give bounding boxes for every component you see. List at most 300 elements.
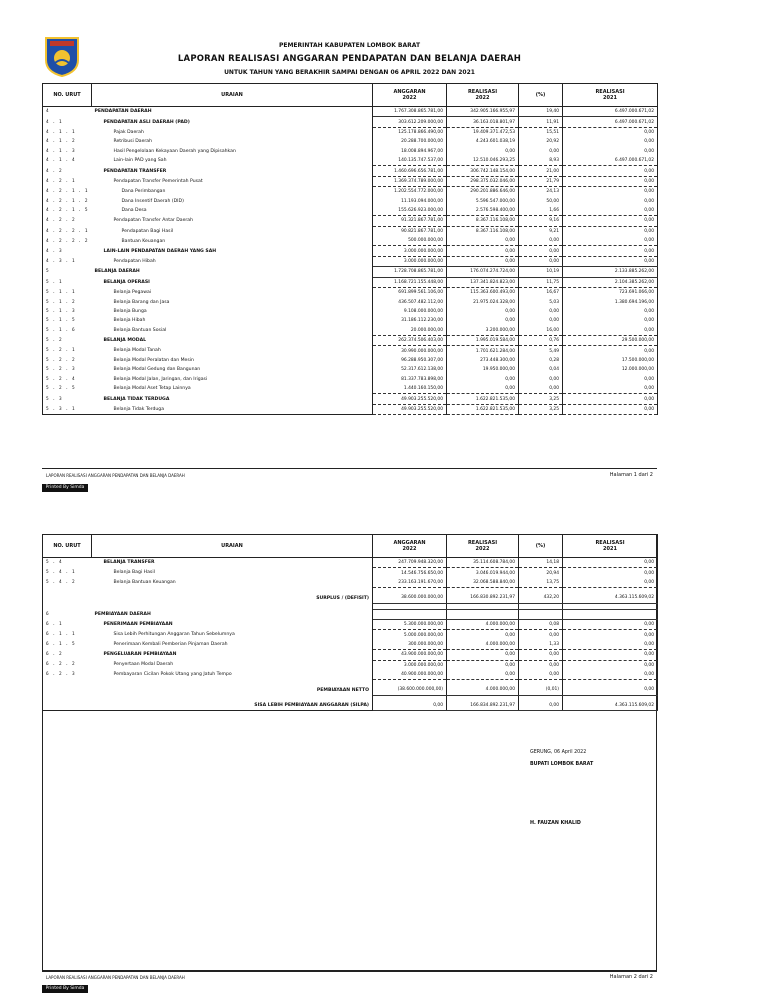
row-percentage: 0,00 xyxy=(519,246,563,256)
row-realisasi-2021: 17.500.000,00 xyxy=(563,356,658,365)
row-code: 4 . 2 . 1 . 2 xyxy=(43,197,92,206)
row-description: PENDAPATAN TRANSFER xyxy=(92,166,373,176)
row-percentage: 1,33 xyxy=(519,640,563,650)
row-realisasi: 298.375.032.046,00 xyxy=(447,176,519,186)
row-realisasi: 0,00 xyxy=(447,256,519,266)
row-code: 6 . 1 xyxy=(43,619,92,629)
row-realisasi: 273.448.300,00 xyxy=(447,356,519,365)
row-description: LAIN-LAIN PENDAPATAN DAERAH YANG SAH xyxy=(92,246,373,256)
row-description: Pendapatan Hibah xyxy=(92,256,373,266)
row-anggaran: 1.440.160.150,00 xyxy=(373,384,447,394)
row-percentage: 11,91 xyxy=(519,117,563,127)
row-description: Retribusi Daerah xyxy=(92,137,373,146)
row-realisasi-2021: 0,00 xyxy=(563,404,658,414)
row-realisasi: 290.201.886.646,00 xyxy=(447,187,519,197)
row-anggaran: 31.186.112.230,00 xyxy=(373,316,447,325)
table-row xyxy=(43,619,658,629)
footer-report-name: LAPORAN REALISASI ANGGARAN PENDAPATAN DAN BELANJA DAERAH xyxy=(46,473,185,478)
row-realisasi-2021: 4.363.115.609,02 xyxy=(563,701,658,711)
table-row xyxy=(43,394,658,404)
lombok-barat-emblem-icon xyxy=(42,34,82,78)
table-row xyxy=(43,226,658,236)
table-row xyxy=(43,307,658,316)
row-realisasi-2021: 0,00 xyxy=(563,619,658,629)
row-percentage: 0,28 xyxy=(519,356,563,365)
row-realisasi-2021: 0,00 xyxy=(563,394,658,404)
row-anggaran: (38.600.000.000,00) xyxy=(373,685,447,695)
row-code: 5 . 3 xyxy=(43,394,92,404)
table-row xyxy=(43,335,658,345)
col-no-urut: NO. URUT xyxy=(43,535,92,558)
row-realisasi: 0,00 xyxy=(447,307,519,316)
col-realisasi: REALISASI 2022 xyxy=(447,535,519,558)
row-realisasi-2021: 0,00 xyxy=(563,256,658,266)
row-realisasi-2021: 0,00 xyxy=(563,568,658,578)
row-anggaran: 3.000.000.000,00 xyxy=(373,246,447,256)
table-row xyxy=(43,578,658,588)
row-description: Pajak Daerah xyxy=(92,127,373,137)
row-description: Penyertaan Modal Daerah xyxy=(92,660,373,670)
row-anggaran: 38.600.000.000,00 xyxy=(373,593,447,603)
printed-by-stamp: Printed By Simda xyxy=(42,484,88,492)
row-description: Belanja Barang dan Jasa xyxy=(92,297,373,306)
row-anggaran: 52.317.612.138,00 xyxy=(373,365,447,374)
row-code: 5 . 1 . 6 xyxy=(43,326,92,336)
table-row xyxy=(43,206,658,216)
row-anggaran: 436.507.482.112,00 xyxy=(373,297,447,306)
row-code: 4 . 2 xyxy=(43,166,92,176)
signature-title: BUPATI LOMBOK BARAT xyxy=(530,762,594,767)
row-realisasi: 1.995.019.584,00 xyxy=(447,335,519,345)
row-anggaran: 1.767.308.865.781,00 xyxy=(373,107,447,117)
row-anggaran: 125.178.866.490,00 xyxy=(373,127,447,137)
footer-page-number: Halaman 2 dari 2 xyxy=(609,974,653,980)
row-code: 4 . 3 . 1 xyxy=(43,256,92,266)
table-row xyxy=(43,630,658,640)
table-row xyxy=(43,593,658,603)
row-code: 6 . 2 . 3 xyxy=(43,670,92,680)
row-description: SISA LEBIH PEMBIAYAAN ANGGARAN (SILPA) xyxy=(92,701,373,711)
col-anggaran: ANGGARAN 2022 xyxy=(373,84,447,107)
row-description: BELANJA MODAL xyxy=(92,335,373,345)
row-realisasi: 3.046.019.944,00 xyxy=(447,568,519,578)
row-anggaran: 247.709.948.320,00 xyxy=(373,558,447,568)
row-realisasi: 19.409.371.472,53 xyxy=(447,127,519,137)
row-description: Belanja Modal Peralatan dan Mesin xyxy=(92,356,373,365)
row-realisasi: 35.114.608.784,00 xyxy=(447,558,519,568)
row-percentage: 16,67 xyxy=(519,288,563,298)
row-description: Hasil Pengelolaan Kekayaan Daerah yang Dipisahkan xyxy=(92,147,373,156)
col-no-urut: NO. URUT xyxy=(43,84,92,107)
row-realisasi: 137.341.824.823,00 xyxy=(447,277,519,287)
row-realisasi-2021: 0,00 xyxy=(563,558,658,568)
row-code: 5 . 4 . 1 xyxy=(43,568,92,578)
signature-place-date: GERUNG, 06 April 2022 xyxy=(530,750,587,755)
row-percentage: 0,04 xyxy=(519,365,563,374)
row-code: 4 xyxy=(43,107,92,117)
row-anggaran: 81.337.783.898,00 xyxy=(373,375,447,384)
row-realisasi-2021: 0,00 xyxy=(563,197,658,206)
col-uraian: URAIAN xyxy=(92,84,373,107)
row-realisasi: 21.975.024.328,00 xyxy=(447,297,519,306)
table-row xyxy=(43,288,658,298)
row-percentage: 9,16 xyxy=(519,216,563,226)
row-anggaran: 155.626.923.000,00 xyxy=(373,206,447,216)
table-row xyxy=(43,197,658,206)
row-code: 5 xyxy=(43,267,92,277)
row-code xyxy=(43,685,92,695)
table-row xyxy=(43,277,658,287)
row-realisasi-2021: 1.380.694.196,00 xyxy=(563,297,658,306)
row-description: BELANJA OPERASI xyxy=(92,277,373,287)
row-percentage: 5,49 xyxy=(519,346,563,356)
table-row xyxy=(43,685,658,695)
row-realisasi: 32.068.588.840,00 xyxy=(447,578,519,588)
table-row xyxy=(43,137,658,146)
row-realisasi: 0,00 xyxy=(447,670,519,680)
row-percentage: 0,00 xyxy=(519,147,563,156)
row-percentage: 20,94 xyxy=(519,568,563,578)
table-header-row xyxy=(43,84,658,107)
row-percentage: 19,40 xyxy=(519,107,563,117)
row-realisasi-2021: 0,00 xyxy=(563,176,658,186)
row-code: 4 . 1 . 1 xyxy=(43,127,92,137)
row-realisasi-2021: 0,00 xyxy=(563,685,658,695)
printed-by-stamp: Printed By Simda xyxy=(42,985,88,993)
row-description: Sisa Lebih Perhitungan Anggaran Tahun Sebelumnya xyxy=(92,630,373,640)
row-realisasi: 4.000.000,00 xyxy=(447,619,519,629)
row-description: PENGELUARAN PEMBIAYAAN xyxy=(92,650,373,660)
row-realisasi: 1.622.821.535,00 xyxy=(447,404,519,414)
table-row xyxy=(43,246,658,256)
table-row xyxy=(43,356,658,365)
row-anggaran: 20.288.700.000,00 xyxy=(373,137,447,146)
row-anggaran: 90.821.867.781,00 xyxy=(373,226,447,236)
table-row xyxy=(43,256,658,266)
row-percentage: 0,00 xyxy=(519,307,563,316)
row-code: 6 . 2 . 2 xyxy=(43,660,92,670)
row-realisasi-2021: 0,00 xyxy=(563,127,658,137)
page-footer xyxy=(42,970,657,985)
row-code: 6 . 1 . 1 xyxy=(43,630,92,640)
row-realisasi-2021: 0,00 xyxy=(563,326,658,336)
row-anggaran: 30.990.000.000,00 xyxy=(373,346,447,356)
table-row xyxy=(43,156,658,166)
row-code: 4 . 3 xyxy=(43,246,92,256)
row-anggaran: 91.321.867.781,00 xyxy=(373,216,447,226)
row-description: Lain-lain PAD yang Sah xyxy=(92,156,373,166)
row-percentage: 10,19 xyxy=(519,267,563,277)
row-realisasi-2021: 0,00 xyxy=(563,307,658,316)
row-percentage: 3,25 xyxy=(519,404,563,414)
row-anggaran xyxy=(373,609,447,619)
row-realisasi: 0,00 xyxy=(447,316,519,325)
row-anggaran: 3.000.000.000,00 xyxy=(373,256,447,266)
report-page-2 xyxy=(42,534,657,1000)
row-anggaran: 1.460.696.656.781,00 xyxy=(373,166,447,176)
row-code: 5 . 2 . 1 xyxy=(43,346,92,356)
col-uraian: URAIAN xyxy=(92,535,373,558)
row-anggaran: 14.546.756.650,00 xyxy=(373,568,447,578)
row-realisasi: 0,00 xyxy=(447,375,519,384)
row-description: BELANJA TIDAK TERDUGA xyxy=(92,394,373,404)
row-realisasi: 0,00 xyxy=(447,384,519,394)
row-percentage: 8,93 xyxy=(519,156,563,166)
row-description: Dana Perimbangan xyxy=(92,187,373,197)
row-code: 5 . 1 . 2 xyxy=(43,297,92,306)
row-realisasi-2021: 0,00 xyxy=(563,660,658,670)
row-realisasi: 0,00 xyxy=(447,630,519,640)
row-percentage: 432,20 xyxy=(519,593,563,603)
row-anggaran: 300.000.000,00 xyxy=(373,640,447,650)
row-percentage: 21,00 xyxy=(519,166,563,176)
row-realisasi: 19.950.000,00 xyxy=(447,365,519,374)
table-row xyxy=(43,375,658,384)
row-code: 4 . 2 . 1 xyxy=(43,176,92,186)
row-code: 5 . 1 . 1 xyxy=(43,288,92,298)
row-realisasi-2021: 0,00 xyxy=(563,375,658,384)
row-realisasi-2021: 6.497.000.671,02 xyxy=(563,156,658,166)
table-row xyxy=(43,670,658,680)
row-code: 4 . 2 . 1 . 5 xyxy=(43,206,92,216)
row-description: PENDAPATAN DAERAH xyxy=(92,107,373,117)
row-percentage: 0,00 xyxy=(519,660,563,670)
table-row xyxy=(43,316,658,325)
table-row xyxy=(43,660,658,670)
row-percentage: 0,00 xyxy=(519,670,563,680)
row-realisasi: 8.367.116.108,00 xyxy=(447,216,519,226)
government-name: PEMERINTAH KABUPATEN LOMBOK BARAT xyxy=(278,42,421,49)
row-realisasi-2021: 2.133.885.262,00 xyxy=(563,267,658,277)
row-percentage: (0,01) xyxy=(519,685,563,695)
row-anggaran: 18.008.894.967,00 xyxy=(373,147,447,156)
row-realisasi-2021: 0,00 xyxy=(563,640,658,650)
row-description: Belanja Hibah xyxy=(92,316,373,325)
row-realisasi-2021: 0,00 xyxy=(563,166,658,176)
col-pct: (%) xyxy=(519,84,563,107)
row-anggaran: 262.374.506.403,00 xyxy=(373,335,447,345)
row-percentage: 0,76 xyxy=(519,335,563,345)
row-description: Belanja Modal Gedung dan Bangunan xyxy=(92,365,373,374)
row-percentage: 0,00 xyxy=(519,701,563,711)
table-row xyxy=(43,640,658,650)
row-percentage: 11,75 xyxy=(519,277,563,287)
row-code: 5 . 1 . 5 xyxy=(43,316,92,325)
row-anggaran: 500.000.000,00 xyxy=(373,236,447,246)
row-code xyxy=(43,701,92,711)
row-percentage: 13,75 xyxy=(519,578,563,588)
row-realisasi: 5.596.547.000,00 xyxy=(447,197,519,206)
row-anggaran: 49.903.255.520,00 xyxy=(373,394,447,404)
page-footer xyxy=(42,468,657,483)
table-row xyxy=(43,365,658,374)
row-code: 5 . 4 xyxy=(43,558,92,568)
row-code: 4 . 1 xyxy=(43,117,92,127)
row-realisasi-2021: 0,00 xyxy=(563,316,658,325)
report-page-1 xyxy=(42,30,657,502)
report-period: UNTUK TAHUN YANG BERAKHIR SAMPAI DENGAN 06 APRIL 2022 DAN 2021 xyxy=(224,69,475,76)
table-row xyxy=(43,701,658,711)
row-percentage xyxy=(519,609,563,619)
row-anggaran: 691.899.561.106,00 xyxy=(373,288,447,298)
row-description: Pembayaran Cicilan Pokok Utang yang Jatuh Tempo xyxy=(92,670,373,680)
row-description: Belanja Tidak Terduga xyxy=(92,404,373,414)
table-row xyxy=(43,650,658,660)
row-anggaran: 0,00 xyxy=(373,701,447,711)
table-row xyxy=(43,404,658,414)
row-realisasi: 3.200.000,00 xyxy=(447,326,519,336)
row-realisasi-2021: 723.691.066,00 xyxy=(563,288,658,298)
row-code: 5 . 2 . 2 xyxy=(43,356,92,365)
table-row xyxy=(43,568,658,578)
row-realisasi-2021: 0,00 xyxy=(563,578,658,588)
row-description: Belanja Modal Jalan, Jaringan, dan Irigasi xyxy=(92,375,373,384)
col-anggaran: ANGGARAN 2022 xyxy=(373,535,447,558)
row-description: Belanja Bantuan Keuangan xyxy=(92,578,373,588)
row-description: Pendapatan Transfer Pemerintah Pusat xyxy=(92,176,373,186)
table-row xyxy=(43,127,658,137)
row-code: 4 . 2 . 2 . 2 xyxy=(43,236,92,246)
row-percentage: 0,00 xyxy=(519,384,563,394)
row-realisasi: 36.163.018.801,97 xyxy=(447,117,519,127)
row-description: Pendapatan Bagi Hasil xyxy=(92,226,373,236)
row-anggaran: 233.163.191.670,00 xyxy=(373,578,447,588)
row-anggaran: 140.135.747.537,00 xyxy=(373,156,447,166)
row-realisasi-2021: 0,00 xyxy=(563,246,658,256)
row-realisasi-2021: 0,00 xyxy=(563,137,658,146)
row-percentage: 9,21 xyxy=(519,226,563,236)
table-row xyxy=(43,609,658,619)
row-code: 4 . 2 . 2 . 1 xyxy=(43,226,92,236)
row-percentage: 0,00 xyxy=(519,375,563,384)
row-description: Dana Desa xyxy=(92,206,373,216)
row-percentage: 3,25 xyxy=(519,394,563,404)
row-percentage: 24,13 xyxy=(519,187,563,197)
col-realisasi-2021: REALISASI 2021 xyxy=(563,535,658,558)
row-percentage: 0,00 xyxy=(519,236,563,246)
table-row xyxy=(43,346,658,356)
table-row xyxy=(43,216,658,226)
row-description: PENERIMAAN PEMBIAYAAN xyxy=(92,619,373,629)
row-anggaran: 1.168.721.155.448,00 xyxy=(373,277,447,287)
row-anggaran: 9.108.000.000,00 xyxy=(373,307,447,316)
footer-report-name: LAPORAN REALISASI ANGGARAN PENDAPATAN DAN BELANJA DAERAH xyxy=(46,975,185,980)
row-realisasi: 1.622.821.535,00 xyxy=(447,394,519,404)
row-description: PENDAPATAN ASLI DAERAH (PAD) xyxy=(92,117,373,127)
row-anggaran: 5.300.000.000,00 xyxy=(373,619,447,629)
row-realisasi: 115.363.600.493,00 xyxy=(447,288,519,298)
row-realisasi: 4.000.000,00 xyxy=(447,685,519,695)
row-anggaran: 11.193.094.000,00 xyxy=(373,197,447,206)
row-realisasi: 0,00 xyxy=(447,246,519,256)
row-code: 6 xyxy=(43,609,92,619)
row-code: 5 . 2 xyxy=(43,335,92,345)
row-description: PEMBIAYAAN DAERAH xyxy=(92,609,373,619)
row-realisasi: 0,00 xyxy=(447,236,519,246)
row-code: 5 . 3 . 1 xyxy=(43,404,92,414)
row-realisasi-2021: 12.000.000,00 xyxy=(563,365,658,374)
row-realisasi-2021: 0,00 xyxy=(563,346,658,356)
row-realisasi xyxy=(447,609,519,619)
row-realisasi: 8.367.116.108,00 xyxy=(447,226,519,236)
col-realisasi-2021: REALISASI 2021 xyxy=(563,84,658,107)
row-anggaran: 3.000.000.000,00 xyxy=(373,660,447,670)
row-anggaran: 20.000.000,00 xyxy=(373,326,447,336)
row-code: 6 . 2 xyxy=(43,650,92,660)
row-anggaran: 40.900.000.000,00 xyxy=(373,670,447,680)
row-realisasi: 342.905.166.955,97 xyxy=(447,107,519,117)
row-realisasi: 12.510.046.293,25 xyxy=(447,156,519,166)
row-realisasi: 4.243.601.038,19 xyxy=(447,137,519,146)
row-realisasi-2021: 0,00 xyxy=(563,670,658,680)
row-anggaran: 5.000.000.000,00 xyxy=(373,630,447,640)
col-pct: (%) xyxy=(519,535,563,558)
row-realisasi: 1.701.621.284,00 xyxy=(447,346,519,356)
row-description: Penerimaan Kembali Pemberian Pinjaman Daerah xyxy=(92,640,373,650)
row-description: BELANJA DAERAH xyxy=(92,267,373,277)
row-realisasi-2021: 2.104.385.262,00 xyxy=(563,277,658,287)
row-percentage: 16,00 xyxy=(519,326,563,336)
row-realisasi-2021: 0,00 xyxy=(563,630,658,640)
row-realisasi-2021: 0,00 xyxy=(563,206,658,216)
row-realisasi-2021: 0,00 xyxy=(563,236,658,246)
row-description: Bantuan Keuangan xyxy=(92,236,373,246)
row-description: Belanja Modal Tanah xyxy=(92,346,373,356)
row-description: Belanja Bunga xyxy=(92,307,373,316)
row-anggaran: 49.903.255.520,00 xyxy=(373,404,447,414)
row-description: Belanja Modal Aset Tetap Lainnya xyxy=(92,384,373,394)
row-code: 5 . 1 xyxy=(43,277,92,287)
row-code: 4 . 2 . 2 xyxy=(43,216,92,226)
table-header-row xyxy=(43,535,658,558)
report-title: LAPORAN REALISASI ANGGARAN PENDAPATAN DAN BELANJA DAERAH xyxy=(177,54,522,64)
row-percentage: 0,00 xyxy=(519,256,563,266)
row-realisasi-2021: 29.500.000,00 xyxy=(563,335,658,345)
row-realisasi: 176.074.274.724,00 xyxy=(447,267,519,277)
footer-page-number: Halaman 1 dari 2 xyxy=(609,472,653,478)
report-header xyxy=(42,42,657,76)
row-percentage: 0,00 xyxy=(519,650,563,660)
row-code: 4 . 2 . 1 . 1 xyxy=(43,187,92,197)
row-code: 4 . 1 . 2 xyxy=(43,137,92,146)
row-realisasi-2021: 0,00 xyxy=(563,187,658,197)
row-code: 5 . 2 . 3 xyxy=(43,365,92,374)
row-realisasi: 166.834.892.231,97 xyxy=(447,701,519,711)
col-realisasi: REALISASI 2022 xyxy=(447,84,519,107)
row-anggaran: 96.288.950.307,00 xyxy=(373,356,447,365)
row-realisasi-2021: 4.363.115.609,02 xyxy=(563,593,658,603)
row-description: Belanja Pegawai xyxy=(92,288,373,298)
row-description: BELANJA TRANSFER xyxy=(92,558,373,568)
table-row xyxy=(43,166,658,176)
table-row xyxy=(43,117,658,127)
row-realisasi: 2.576.598.400,00 xyxy=(447,206,519,216)
signature-name: H. FAUZAN KHALID xyxy=(530,821,581,826)
row-realisasi-2021: 0,00 xyxy=(563,650,658,660)
row-percentage: 14,18 xyxy=(519,558,563,568)
row-percentage: 0,00 xyxy=(519,630,563,640)
table-row xyxy=(43,384,658,394)
row-realisasi-2021: 0,00 xyxy=(563,147,658,156)
budget-table-page-1 xyxy=(42,83,658,415)
row-description: Belanja Bagi Hasil xyxy=(92,568,373,578)
table-row xyxy=(43,558,658,568)
row-description: PEMBIAYAAN NETTO xyxy=(92,685,373,695)
row-realisasi-2021: 0,00 xyxy=(563,216,658,226)
row-percentage: 50,00 xyxy=(519,197,563,206)
row-realisasi-2021: 0,00 xyxy=(563,226,658,236)
row-code: 5 . 2 . 5 xyxy=(43,384,92,394)
